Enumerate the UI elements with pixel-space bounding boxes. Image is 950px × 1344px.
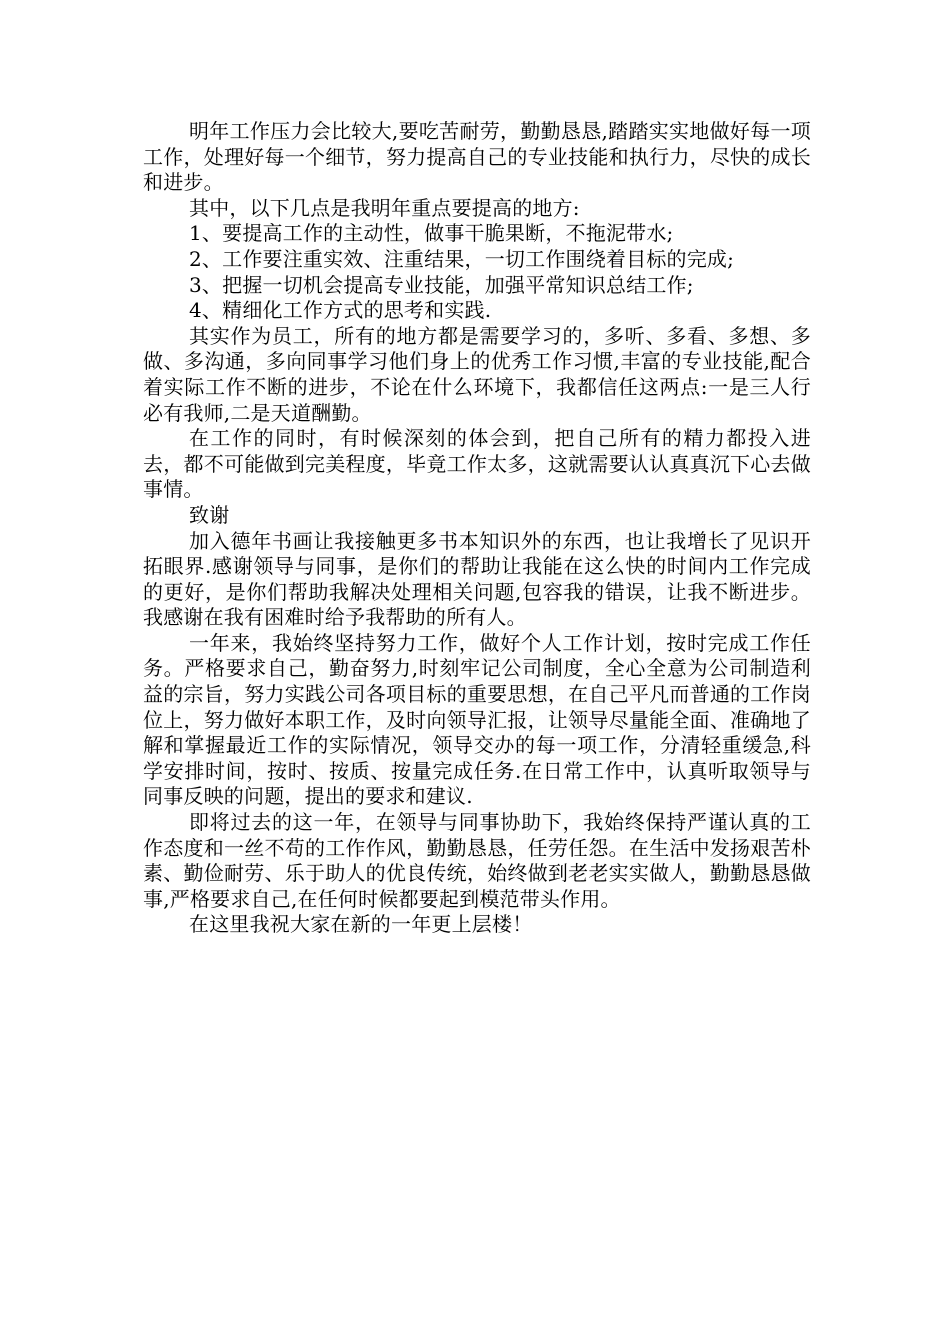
paragraph-improvement-intro: 其中，以下几点是我明年重点要提高的地方: bbox=[189, 195, 580, 220]
section-heading-thanks: 致谢 bbox=[189, 502, 230, 527]
paragraph-year-review: 一年来，我始终坚持努力工作，做好个人工作计划，按时完成工作任务。严格要求自己，勤奋努力,时刻牢记公司制度，全心全意为公司制造利益的宗旨，努力实践公司各项目标的重要思想，在自己平凡而普通的工作岗位上，努力做好本职工作，及时向领导汇报，让领导尽量能全面、准确地了解和掌握最近工作的实际情况，领导交办的每一项工作，分清轻重缓急,科学安排时间，按时、按质、按量完成任务.在日常工作中，认真听取领导与同事反映的问题，提出的要求和建议. bbox=[143, 630, 811, 809]
paragraph-thanks: 加入德年书画让我接触更多书本知识外的东西，也让我增长了见识开拓眼界.感谢领导与同事，是你们的帮助让我能在这么快的时间内工作完成的更好，是你们帮助我解决处理相关问题,包容我的错误，让我不断进步。我感谢在我有困难时给予我帮助的所有人。 bbox=[143, 528, 811, 630]
paragraph-attitude: 即将过去的这一年，在领导与同事协助下，我始终保持严谨认真的工作态度和一丝不苟的工作作风，勤勤恳恳，任劳任怨。在生活中发扬艰苦朴素、勤俭耐劳、乐于助人的优良传统，始终做到老老实实做人，勤勤恳恳做事,严格要求自己,在任何时候都要起到模范带头作用。 bbox=[143, 810, 811, 911]
list-item-skills: 3、把握一切机会提高专业技能，加强平常知识总结工作; bbox=[189, 272, 694, 297]
paragraph-closing-wish: 在这里我祝大家在新的一年更上层楼！ bbox=[189, 912, 533, 937]
list-item-results: 2、工作要注重实效、注重结果，一切工作围绕着目标的完成; bbox=[189, 246, 735, 271]
paragraph-learning: 其实作为员工，所有的地方都是需要学习的，多听、多看、多想、多做、多沟通，多向同事学习他们身上的优秀工作习惯,丰富的专业技能,配合着实际工作不断的进步，不论在什么环境下，我都信任这两点:一是三人行必有我师,二是天道酬勤。 bbox=[143, 323, 811, 425]
list-item-initiative: 1、要提高工作的主动性，做事干脆果断，不拖泥带水; bbox=[189, 221, 674, 246]
paragraph-dedication: 在工作的同时，有时候深刻的体会到，把自己所有的精力都投入进去，都不可能做到完美程度，毕竟工作太多，这就需要认认真真沉下心去做事情。 bbox=[143, 426, 811, 502]
paragraph-work-pressure: 明年工作压力会比较大,要吃苦耐劳，勤勤恳恳,踏踏实实地做好每一项工作，处理好每一个细节，努力提高自己的专业技能和执行力，尽快的成长和进步。 bbox=[143, 119, 811, 195]
document-body bbox=[143, 119, 811, 938]
list-item-refinement: 4、精细化工作方式的思考和实践. bbox=[189, 298, 492, 323]
